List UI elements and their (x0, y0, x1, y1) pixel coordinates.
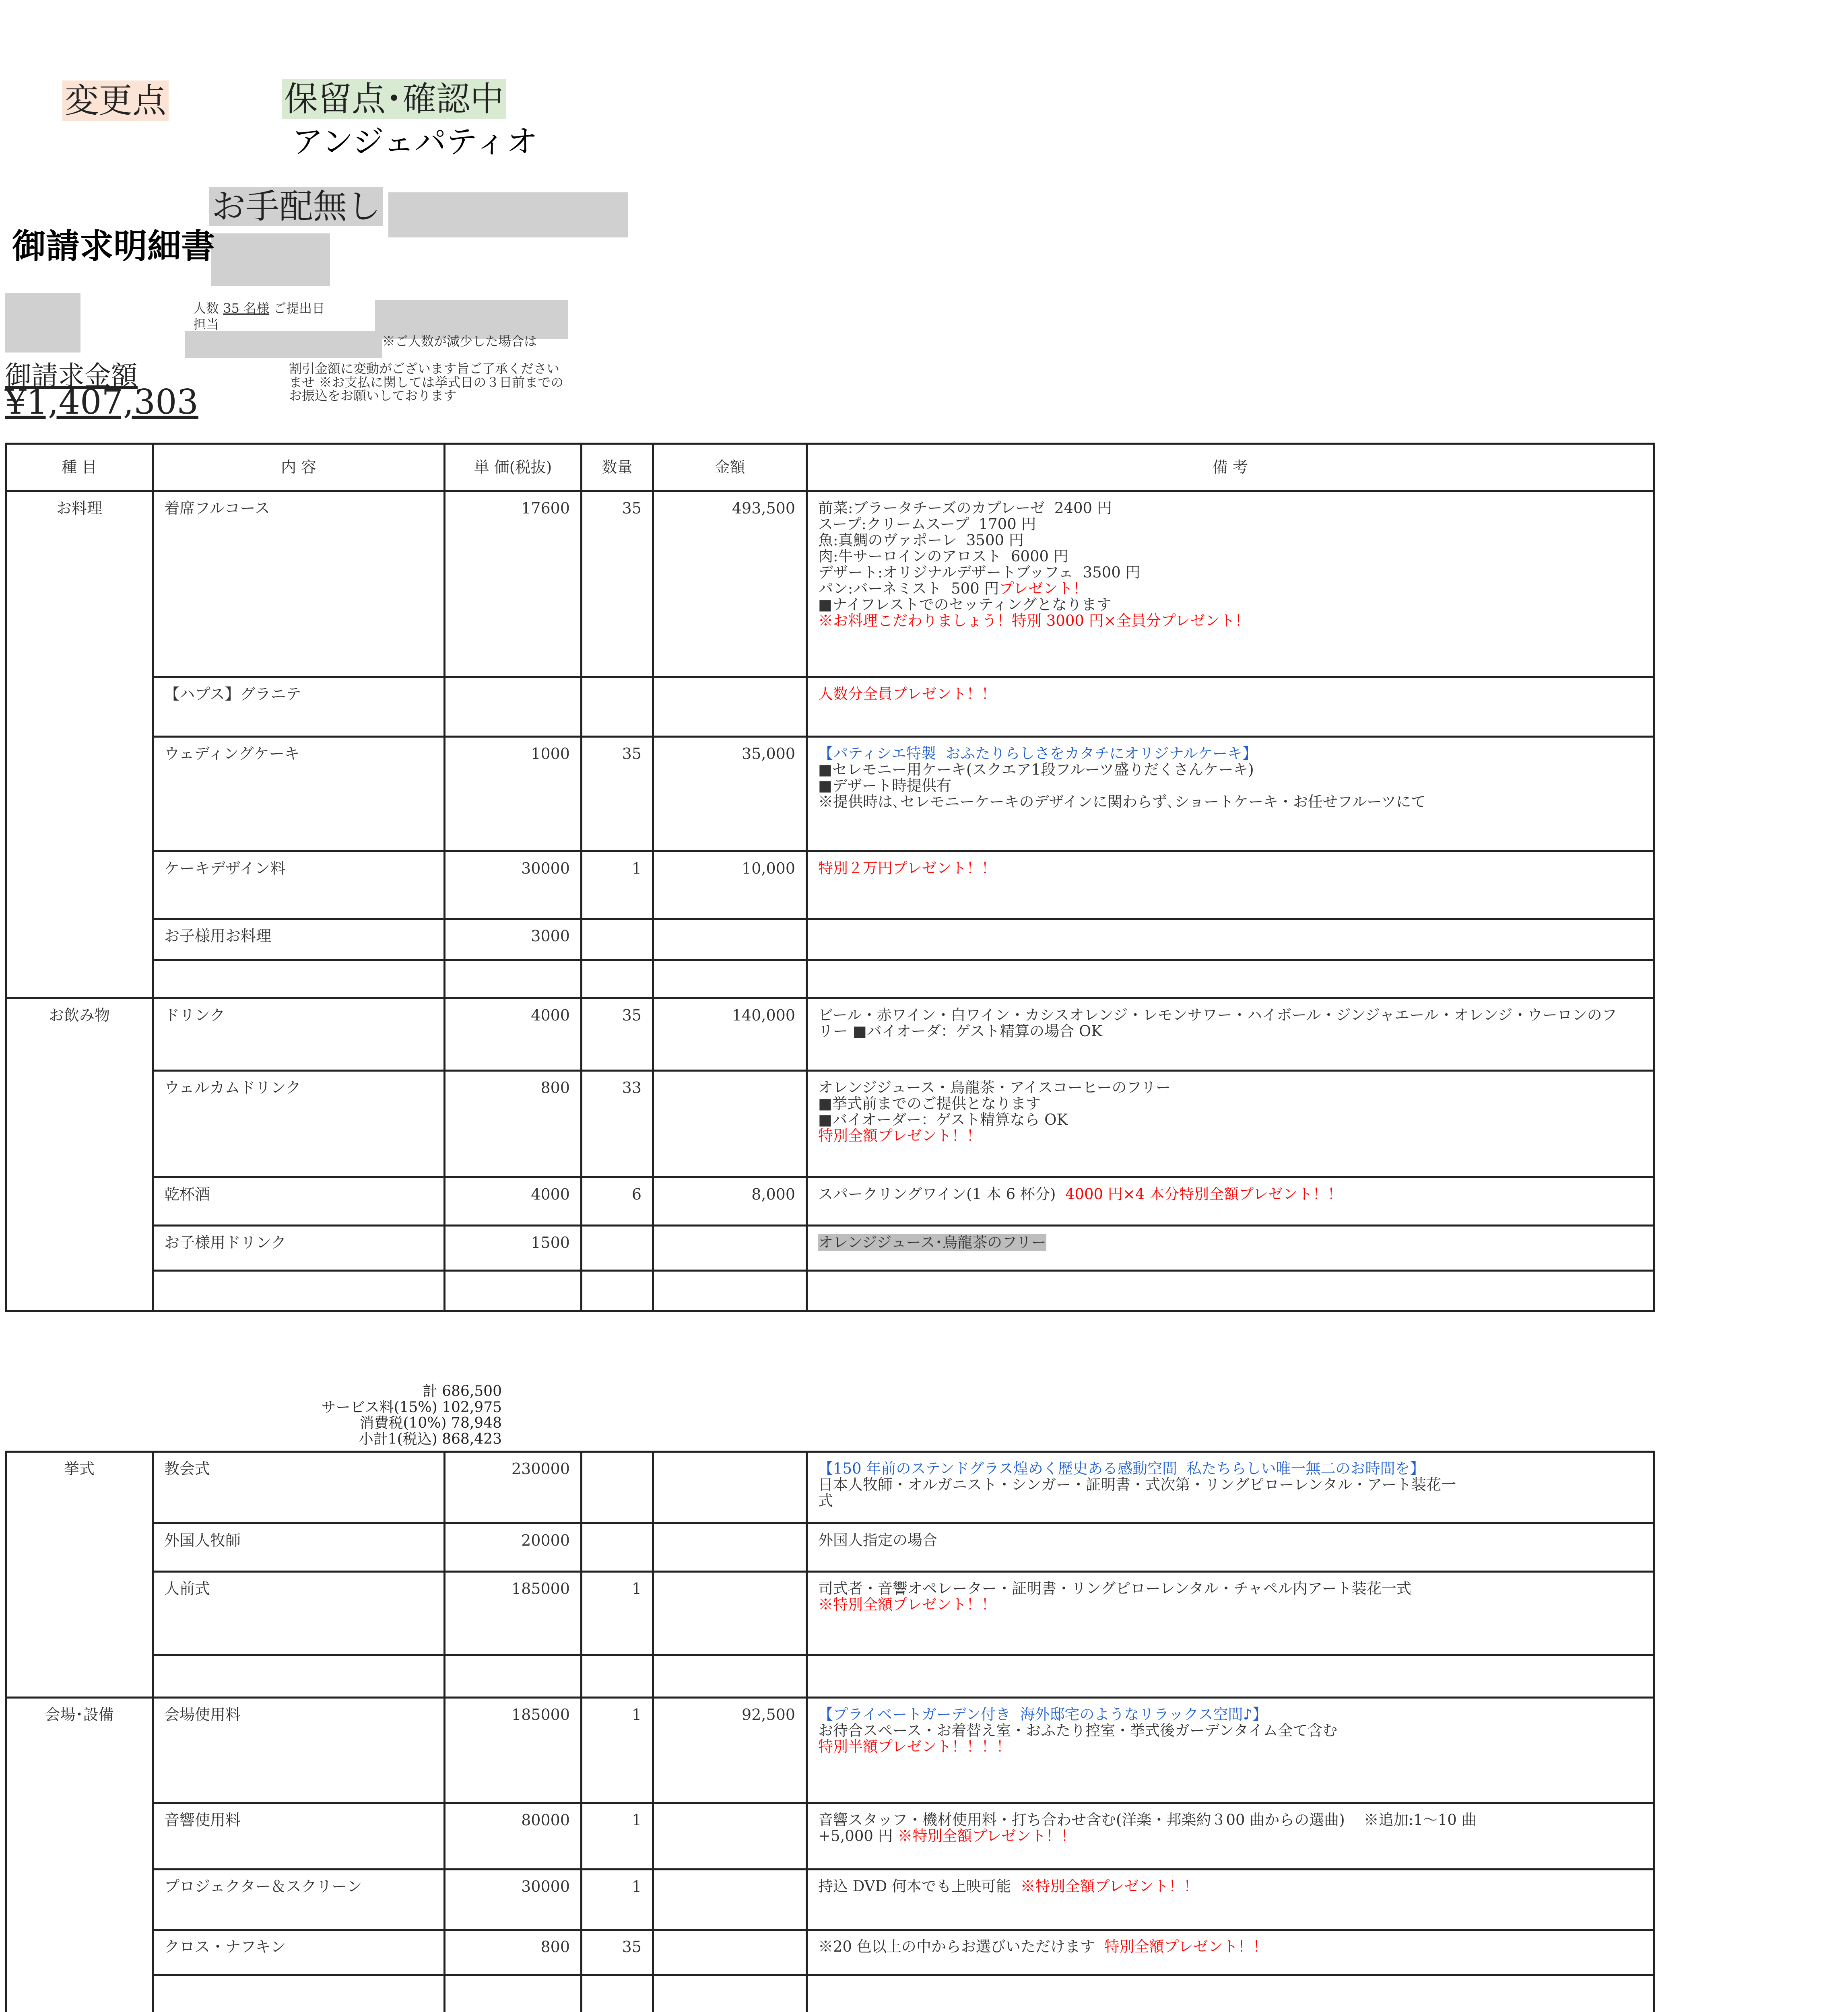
unit-price: 30000 (445, 1870, 582, 1930)
summary-service: サービス料(15%) 102,975 (321, 1399, 502, 1416)
notes: ビール・赤ワイン・白ワイン・カシスオレンジ・レモンサワー・ハイボール・ジンジャエール・オレンジ・ウーロンのフ リー ■バイオーダ：ゲスト精算の場合 OK (807, 998, 1654, 1071)
guest-count: 人数 35 名様 ご提出日 (193, 301, 325, 316)
amount (653, 1572, 807, 1655)
amount: 8,000 (653, 1177, 807, 1226)
category-ceremony: 挙式 (6, 1452, 153, 1698)
item-name: 会場使用料 (153, 1698, 445, 1803)
notes: 音響スタッフ・機材使用料・打ち合わせ含む(洋楽・邦楽約３00 曲からの選曲) ※追加:1～10 曲 +5,000 円 ※特別全額プレゼント！！ (807, 1803, 1654, 1870)
table-row (6, 1226, 1654, 1271)
amount: 35,000 (653, 737, 807, 851)
item-name: 外国人牧師 (153, 1523, 445, 1572)
summary-tax: 消費税(10%) 78,948 (359, 1415, 502, 1432)
table-row (6, 1177, 1654, 1226)
table-row (6, 1870, 1654, 1930)
staff-label: 担当 (193, 317, 219, 332)
summary-block (322, 1383, 502, 1447)
table-row-empty (6, 960, 1654, 998)
category-food: お料理 (6, 491, 153, 998)
item-name: ウェディングケーキ (153, 737, 445, 851)
amount (653, 919, 807, 960)
item-name: 人前式 (153, 1572, 445, 1655)
header-item: 内 容 (153, 444, 445, 491)
arrangement-note: お手配無し (209, 187, 383, 226)
unit-price: 80000 (445, 1803, 582, 1870)
table-row (6, 998, 1654, 1071)
legend-changes: 変更点 (62, 80, 169, 121)
redacted-block (185, 331, 382, 358)
category-drinks: お飲み物 (6, 998, 153, 1311)
table-row (6, 491, 1654, 677)
notes: 持込 DVD 何本でも上映可能 ※特別全額プレゼント！！ (807, 1870, 1654, 1930)
header-category: 種 目 (6, 444, 153, 491)
bill-table-ceremony (5, 1451, 1655, 2012)
notes: ※20 色以上の中からお選びいただけます 特別全額プレゼント！！ (807, 1930, 1654, 1975)
item-name: クロス・ナフキン (153, 1930, 445, 1975)
quantity: 35 (582, 737, 653, 851)
redacted-block (5, 293, 80, 353)
legend-pending: 保留点･確認中 (282, 79, 506, 119)
table-row (6, 1071, 1654, 1177)
table-row (6, 1452, 1654, 1523)
notes: 特別２万円プレゼント！！ (807, 851, 1654, 919)
amount: 140,000 (653, 998, 807, 1071)
table-row (6, 1523, 1654, 1572)
amount (653, 677, 807, 737)
quantity (582, 1523, 653, 1572)
amount (653, 1226, 807, 1271)
table-row-empty (6, 1655, 1654, 1698)
amount (653, 1071, 807, 1177)
notes: 前菜:ブラータチーズのカプレーゼ 2400 円 スープ:クリームスープ 1700 円 魚:真鯛のヴァポーレ 3500 円 肉:牛サーロインのアロスト 6000 円 デザート:オリジナルデザートブッフェ 3500 円 パン:バーネミスト 500 円プレゼント！ ■ナイフレストでのセッティングとなります ※お料理こだわりましょう！特別 3000 円×全員分プレゼント！ (807, 491, 1654, 677)
unit-price: 185000 (445, 1698, 582, 1803)
item-name: 音響使用料 (153, 1803, 445, 1870)
redacted-block (388, 192, 628, 237)
table-row (6, 1930, 1654, 1975)
item-name: お子様用ドリンク (153, 1226, 445, 1271)
notes (807, 919, 1654, 960)
quantity: 35 (582, 491, 653, 677)
amount (653, 1523, 807, 1572)
item-name: ウェルカムドリンク (153, 1071, 445, 1177)
notes: 人数分全員プレゼント！！ (807, 677, 1654, 737)
reduce-note: ※ご人数が減少した場合は (382, 334, 537, 349)
summary-subtotal: 計 686,500 (423, 1383, 502, 1400)
table-row (6, 851, 1654, 919)
redacted-block (375, 300, 568, 339)
table-row-empty (6, 1975, 1654, 2012)
header-amount: 金額 (653, 444, 807, 491)
table-row (6, 1803, 1654, 1870)
notes: 【パティシエ特製 おふたりらしさをカタチにオリジナルケーキ】 ■セレモニー用ケーキ(スクエア1段フルーツ盛りだくさんケーキ) ■デザート時提供有 ※提供時は､セレモニーケーキのデザインに関わらず､ショートケーキ・お任せフルーツにて (807, 737, 1654, 851)
item-name: ドリンク (153, 998, 445, 1071)
notes: 【150 年前のステンドグラス煌めく歴史ある感動空間 私たちらしい唯一無二のお時間を】 日本人牧師・オルガニスト・シンガー・証明書・式次第・リングピローレンタル・アート装花一 式 (807, 1452, 1654, 1523)
notes: 司式者・音響オペレーター・証明書・リングピローレンタル・チャペル内アート装花一式 ※特別全額プレゼント！！ (807, 1572, 1654, 1655)
summary-total1: 小計1(税込) 868,423 (359, 1431, 502, 1447)
notes: オレンジジュース･烏龍茶のフリー (807, 1226, 1654, 1271)
unit-price (445, 677, 582, 737)
quantity: 1 (582, 1572, 653, 1655)
amount (653, 1452, 807, 1523)
table-row (6, 1572, 1654, 1655)
unit-price: 30000 (445, 851, 582, 919)
quantity (582, 1452, 653, 1523)
quantity: 35 (582, 1930, 653, 1975)
unit-price: 4000 (445, 998, 582, 1071)
amount (653, 1803, 807, 1870)
quantity: 1 (582, 1870, 653, 1930)
category-facility: 会場･設備 (6, 1698, 153, 2012)
document-title: 御請求明細書 (12, 227, 215, 266)
amount (653, 1870, 807, 1930)
table-row (6, 1698, 1654, 1803)
unit-price: 17600 (445, 491, 582, 677)
discount-note: 割引金額に変動がございます旨ご了承くださいませ ※お支払に関しては挙式日の３日前までのお振込をお願いしております (289, 361, 564, 404)
table-row (6, 737, 1654, 851)
amount: 493,500 (653, 491, 807, 677)
amount: 92,500 (653, 1698, 807, 1803)
table-row-empty (6, 1271, 1654, 1311)
redacted-block (211, 233, 330, 286)
table-row (6, 677, 1654, 737)
quantity: 1 (582, 1698, 653, 1803)
quantity: 6 (582, 1177, 653, 1226)
unit-price: 3000 (445, 919, 582, 960)
unit-price: 800 (445, 1071, 582, 1177)
notes: スパークリングワイン(1 本 6 杯分) 4000 円×4 本分特別全額プレゼント！！ (807, 1177, 1654, 1226)
billing-label: 御請求金額 (5, 360, 138, 391)
quantity: 1 (582, 1803, 653, 1870)
notes: 外国人指定の場合 (807, 1523, 1654, 1572)
header-row (6, 444, 1654, 491)
item-name: ケーキデザイン料 (153, 851, 445, 919)
quantity (582, 1226, 653, 1271)
unit-price: 800 (445, 1930, 582, 1975)
notes: 【プライベートガーデン付き 海外邸宅のようなリラックス空間♪】 お待合スペース・お着替え室・おふたり控室・挙式後ガーデンタイム全て含む 特別半額プレゼント！！！！ (807, 1698, 1654, 1803)
item-name: プロジェクター＆スクリーン (153, 1870, 445, 1930)
unit-price: 185000 (445, 1572, 582, 1655)
item-name: 着席フルコース (153, 491, 445, 677)
quantity (582, 677, 653, 737)
unit-price: 1500 (445, 1226, 582, 1271)
unit-price: 1000 (445, 737, 582, 851)
unit-price: 230000 (445, 1452, 582, 1523)
amount: 10,000 (653, 851, 807, 919)
header-qty: 数量 (582, 444, 653, 491)
unit-price: 4000 (445, 1177, 582, 1226)
quantity: 35 (582, 998, 653, 1071)
item-name: 乾杯酒 (153, 1177, 445, 1226)
header-unit-price: 単 価(税抜) (445, 444, 582, 491)
quantity: 1 (582, 851, 653, 919)
item-name: 【ハプス】グラニテ (153, 677, 445, 737)
amount (653, 1930, 807, 1975)
table-row (6, 919, 1654, 960)
quantity: 33 (582, 1071, 653, 1177)
unit-price: 20000 (445, 1523, 582, 1572)
venue-name: アンジェパティオ (292, 124, 538, 160)
bill-table-food-drinks (5, 443, 1655, 1312)
billing-amount: ¥1,407,303 (5, 382, 198, 422)
item-name: 教会式 (153, 1452, 445, 1523)
header-notes: 備 考 (807, 444, 1654, 491)
notes: オレンジジュース・烏龍茶・アイスコーヒーのフリー ■挙式前までのご提供となります ■バイオーダー：ゲスト精算なら OK 特別全額プレゼント！！ (807, 1071, 1654, 1177)
item-name: お子様用お料理 (153, 919, 445, 960)
quantity (582, 919, 653, 960)
